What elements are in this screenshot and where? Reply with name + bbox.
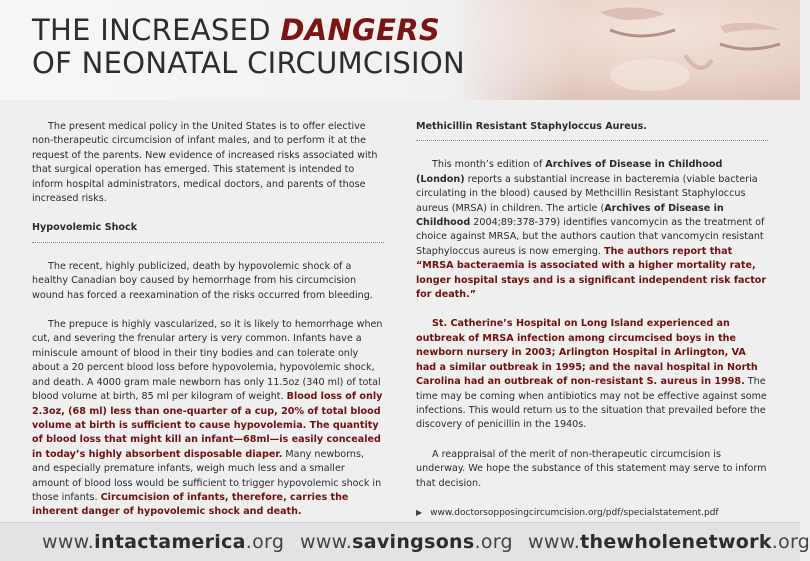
mrsa-paragraph-1 bbox=[416, 158, 768, 302]
mrsa-p1-highlight: The authors report that “MRSA bacteraemia is associated with a higher mortality rate, longer hospital stays and is a significant independent risk factor for death.” bbox=[416, 245, 767, 301]
p2-highlight-1: Blood loss of only 2.3oz, (68 ml) less than one-quarter of a cup, 20% of total blood volume at birth is sufficient to cause hypovolemia. The quantity of blood loss that might kill an infant—68ml—is easily concealed in today’s highly absorbent disposable diaper. bbox=[32, 391, 383, 460]
title-emphasis: DANGERS bbox=[280, 13, 441, 47]
left-column bbox=[32, 120, 384, 535]
footer-link-savingsons[interactable] bbox=[300, 531, 513, 553]
link-prefix: www. bbox=[42, 531, 95, 553]
conclusion-paragraph: A reappraisal of the merit of non-therapeutic circumcision is underway. We hope the substance of this statement may serve to inform that decision. bbox=[416, 448, 767, 489]
page-title bbox=[32, 14, 465, 80]
baby-face-photo bbox=[450, 0, 800, 100]
title-line1-prefix: THE INCREASED bbox=[32, 13, 281, 47]
link-suffix: .org bbox=[245, 531, 285, 553]
mrsa-p1-text-c: reports a substantial increase in bacteremia (viable bacteria circulating in the blood) caused by Methcillin Resistant Staphyloccus aureus (MRSA) in children. The article ( bbox=[416, 173, 758, 214]
link-prefix: www. bbox=[300, 531, 353, 553]
triangle-right-icon: ▶ bbox=[416, 507, 423, 517]
intro-paragraph: The present medical policy in the United States is to offer elective non-therapeutic circumcision of infant males, and to perform it at the request of the parents. New evidence of increased risks associated with that surgical operation has emerged. This statement is intended to inform hospital administrators, medical doctors, and parents of those increased risks. bbox=[32, 121, 378, 205]
link-domain: savingsons bbox=[352, 531, 475, 553]
mrsa-p2-text: The time may be coming when antibiotics may not be effective against some infections. This would return us to the situation that prevailed before the discovery of penicillin in the 1940s. bbox=[416, 376, 767, 431]
header-banner bbox=[0, 0, 800, 100]
mrsa-paragraph-2 bbox=[416, 317, 768, 432]
source-link-row[interactable] bbox=[416, 506, 768, 520]
mrsa-p2-highlight: St. Catherine’s Hospital on Long Island experienced an outbreak of MRSA infection among circumcised boys in the newborn nursery in 2003; Arlington Hospital in Arlington, VA had a similar outbreak in 1995; and the naval hospital in North Carolina had an outbreak of non-resistant S. aureus in 1998. bbox=[416, 318, 758, 388]
p2-highlight-2: Circumcision of infants, therefore, carries the inherent danger of hypovolemic shock and death. bbox=[32, 491, 349, 518]
title-line2: OF NEONATAL CIRCUMCISION bbox=[32, 46, 466, 80]
link-suffix: .org bbox=[771, 531, 810, 553]
footer-bar bbox=[0, 522, 810, 561]
link-domain: intactamerica bbox=[94, 531, 246, 553]
source-link[interactable]: www.doctorsopposingcircumcision.org/pdf/specialstatement.pdf bbox=[430, 507, 719, 518]
journal-name-1: Archives of Disease in Childhood (London) bbox=[416, 159, 723, 185]
hypovolemic-paragraph-2 bbox=[32, 318, 384, 520]
section-heading-hypovolemic: Hypovolemic Shock bbox=[32, 221, 384, 242]
footer-link-intactamerica[interactable] bbox=[42, 531, 284, 553]
link-domain: thewholenetwork bbox=[580, 531, 772, 553]
section-heading-mrsa: Methicillin Resistant Staphyloccus Aureus. bbox=[416, 120, 768, 141]
p2-text-b: Many newborns, and especially premature infants, weigh much less and a smaller amount of blood loss would be sufficient to trigger hypovolemic shock in those infants. bbox=[32, 448, 382, 503]
hypovolemic-paragraph-1: The recent, highly publicized, death by hypovolemic shock of a healthy Canadian boy caused by hemorrhage from his circumcision wound has forced a reexamination of the risks occurred from bleeding. bbox=[32, 260, 373, 301]
mrsa-p1-text-a: This month’s edition of bbox=[432, 159, 546, 171]
footer-link-thewholenetwork[interactable] bbox=[528, 531, 810, 553]
mrsa-p1-text-d: 2004;89:378-379) identifies vancomycin as the treatment of choice against MRSA, but the authors caution that vancomycin resistant Staphyloccus aureus is now emerging. bbox=[416, 217, 765, 257]
journal-name-2: Archives of Disease in Childhood bbox=[416, 202, 724, 229]
link-suffix: .org bbox=[474, 531, 513, 553]
right-column bbox=[416, 120, 768, 520]
p2-text-a: The prepuce is highly vascularized, so it is likely to hemorrhage when cut, and severing the frenular artery is very common. Infants have a miniscule amount of blood in their tiny bodies and can tolerate only about a 20 percent blood loss before hypovolemia, hypovolemic shock, and death. A 4000 gram male newborn has only 11.5oz (340 ml) of total blood volume at birth, 85 ml per kilogram of weight. bbox=[32, 319, 383, 403]
link-prefix: www. bbox=[528, 531, 581, 553]
